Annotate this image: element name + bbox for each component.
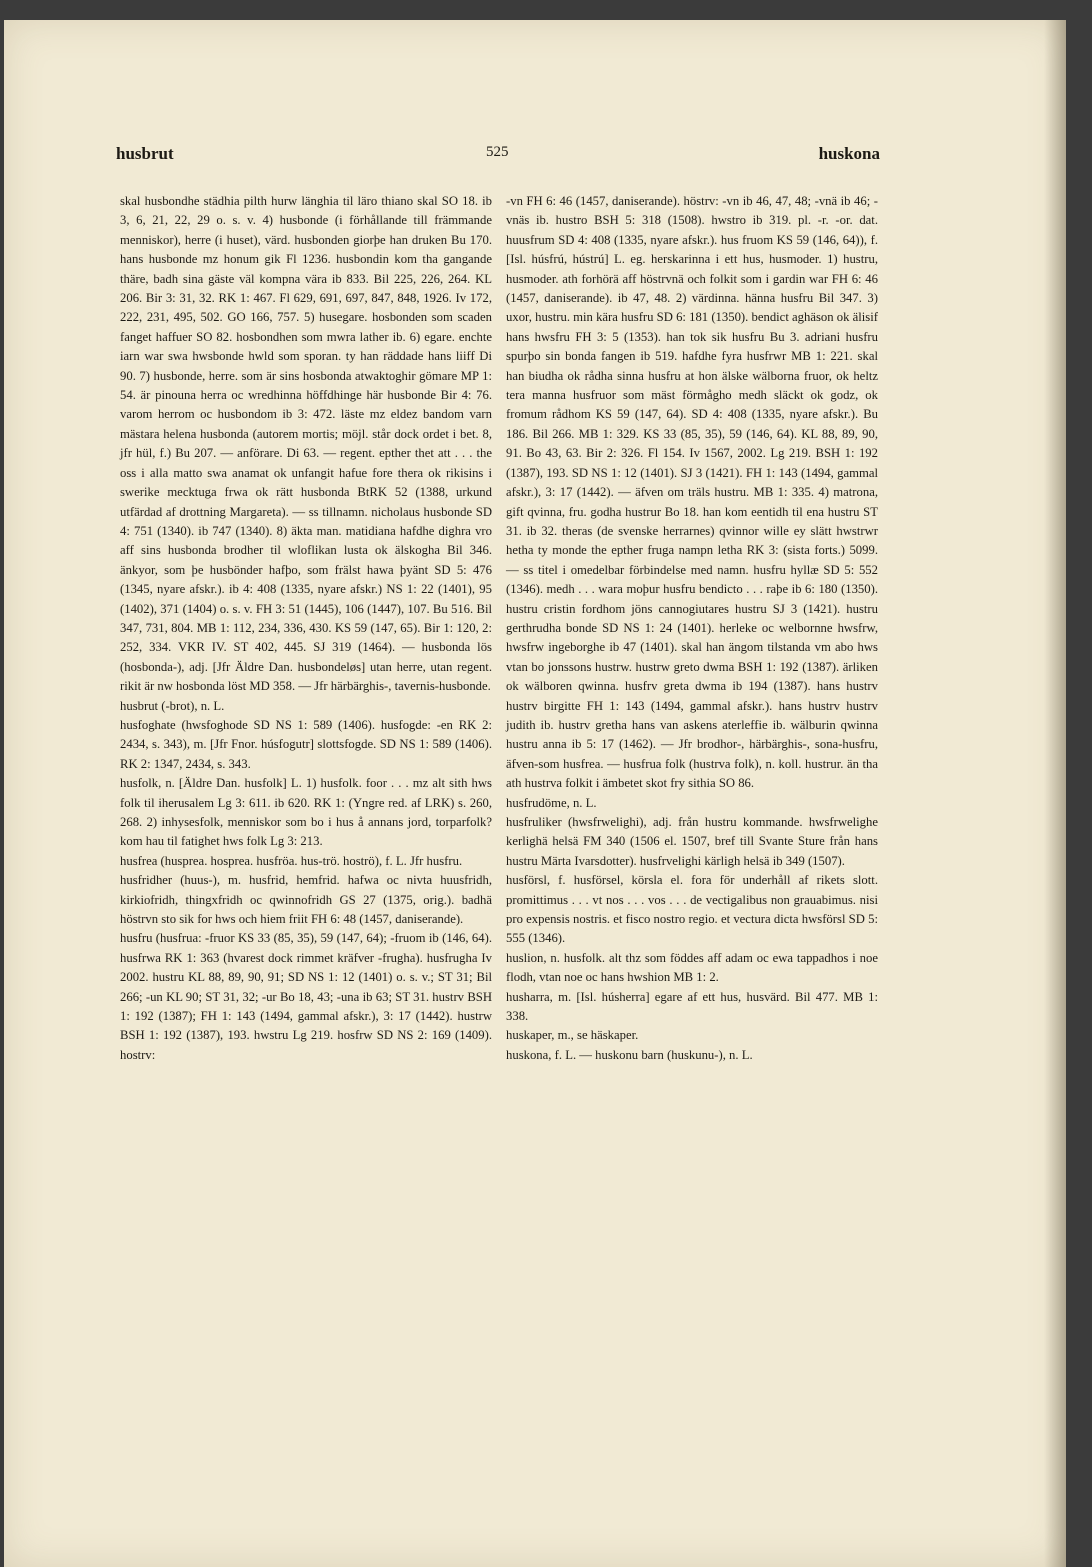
entry-huskaper: huskaper, m., se häskaper.: [506, 1028, 639, 1043]
entry-husfru-cont: -vn FH 6: 46 (1457, daniserande). höstrv: -vn ib 46, 47, 48; -vnä ib 46; -vnäs ib. hustro BSH 5: 318 (1508). hwstro ib 319. pl. -r. -or. dat. huusfrum SD 4: 408 (1335, nyare afskr.). hus fruom KS 59 (146, 64)), f. [Isl. húsfrú, hústrú] L. eg. herskarinna i ett hus, husmoder. 1) hustru, husmoder. ath forhörä aff höstrvnä och folkit som i gardin war FH 6: 46 (1457, daniserande). ib 47, 48. 2) värdinna. hänna husfru Bil 347. 3) uxor, hustru. min kära husfru SD 6: 181 (1350). bendict aghäson ok älisif hans hwsfru FH 3: 5 (1353). han tok sik husfru Bu 3. adriani husfru spurþo sin bonda fangen ib 519. hafdhe fyra husfrwr MB 1: 221. skal han biudha ok rådha sinna husfru at hon älske wälborna fruor, ok heltz tera manna husfruor som mäst förmågho medh släckt ok godz, ok fromum rådhom KS 59 (147, 64). SD 4: 408 (1335, nyare afskr.). Bu 186. Bil 266. MB 1: 329. KS 33 (85, 35), 59 (146, 64). KL 88, 89, 90, 91. Bo 43, 63. Bir 2: 326. Fl 154. Iv 1567, 2002. Lg 219. BSH 1: 192 (1387), 193. SD NS 1: 12 (1401). SJ 3 (1421). FH 1: 143 (1494, gammal afskr.), 3: 17 (1442). — äfven om träls hustru. MB 1: 335. 4) matrona, gift qvinna, fru. godha hustrur Bo 18. han kom eentidh til ena hustru ST 31. ib 32. theras (de svenske herrarnes) qvinnor wille ey slätt hwstrwr hetha ty monde the epther fruga nampn letha RK 3: (sista forts.) 5099. — ss titel i omedelbar förbindelse med namn. husfru hyllæ SD 5: 552 (1346). medh . . . wara moþur husfru bendicto . . . raþe ib 6: 180 (1350). hustru cristin fordhom jöns cannogiutares hustru SJ 3 (1421). hustru gerthrudha bonde SD NS 1: 24 (1401). herleke oc welbornne hwsfrw, hwsfrw ingeborghe ib 47 (1401). skal han ängom tilstanda vm abo hws vtan bo jonssons hustrw. hustrw greto dwma BSH 1: 192 (1387). ärliken ok wälboren qwinna. husfrv greta dwma ib 194 (1387). hans hustrv hustrv birgitte FH 1: 143 (1494, gammal afskr.). hans hustrv hustrv judith ib. hustrv gretha hans van askens aterleffie ib. wälburin qwinna hustru anna ib 5: 17 (1462). — Jfr brodhor-, härbärghis-, sona-husfru, äfven-som husfrea. — husfrua folk (hustrva folk), n. koll. hustrur. än tha ath hustrva folkit i ämbetet skot fry sithia SO 86.: [506, 194, 878, 791]
entry-husharra: husharra, m. [Isl. húsherra] egare af ett hus, husvärd. Bil 477. MB 1: 338.: [506, 989, 878, 1024]
dictionary-page: [4, 20, 1066, 1567]
entry-husfolk: husfolk, n. [Äldre Dan. husfolk] L. 1) husfolk. foor . . . mz alt sith hws folk til iherusalem Lg 3: 611. ib 620. RK 1: (Yngre red. af LRK) s. 260, 268. 2) inhysesfolk, menniskor som bo i hus å annans jord, torparfolk? kom hau til fatighet hws folk Lg 3: 213.: [120, 776, 492, 849]
left-column: [120, 192, 492, 1392]
entry-husbrut: husbrut (-brot), n. L.: [120, 698, 225, 713]
entry-husfru: husfru (husfrua: -fruor KS 33 (85, 35), 59 (147, 64); -fruom ib (146, 64). husfrwa RK 1: 363 (hvarest dock rimmet kräfver -frugha). husfrugha Iv 2002. hustru KL 88, 89, 90, 91; SD NS 1: 12 (1401) o. s. v.; ST 31; Bil 266; -un KL 90; ST 31, 32; -ur Bo 18, 43; -una ib 63; ST 31. hustrv BSH 1: 192 (1387); FH 1: 143 (1494, gammal afskr.), 3: 17 (1442). hustrw BSH 1: 192 (1387), 193. hwstru Lg 219. hosfrw SD NS 2: 169 (1409). hostrv:: [120, 931, 492, 1062]
entry-husbonde-cont: skal husbondhe städhia pilth hurw länghia til läro thiano skal SO 18. ib 3, 6, 21, 22, 29 o. s. v. 4) husbonde (i förhållande till främmande menniskor), herre (i huset), värd. husbonden giorþe han druken Bu 170. hans husbonde mz honum gik Fl 1236. husbondin kom tha gangande thäre, badh sina gäste väl kompna vära ib 833. Bil 225, 226, 264. KL 206. Bir 3: 31, 32. RK 1: 467. Fl 629, 691, 697, 847, 848, 1926. Iv 172, 222, 231, 495, 502. GO 166, 757. 5) husegare. hosbonden som scaden fanget haffuer SO 82. hosbondhen som mwra lather ib. 6) egare. enchte iarn war swa hwsbonde hwld som sporan. ty han räddade hans liiff Di 90. 7) husbonde, herre. som är sins hosbonda atwaktoghir gömare MP 1: 54. är pinouna herra oc wredhinna höffdhinge här husbonde Bir 4: 76. varom herrom oc husbondom ib 3: 472. läste mz eldez bandom varn mästara helena husbonda (autorem mortis; möjl. står dock ordet i bet. 8, jfr hül, f.) Bu 207. — anförare. Di 63. — regent. epther thet att . . . the oss i alla matto swa anamat ok unfangit hafue fore thera ok rikisins i swerike mecktuga frwa ok rätt husbonda BtRK 52 (1388, urkund utfärdad af drottning Margareta). — ss tillnamn. nicholaus husbonde SD 4: 751 (1340). ib 747 (1340). 8) äkta man. matidiana hafdhe dighra vro aff sins husbonda brodher til wloflikan lusta ok älskogha Bil 346. änkyor, som þe husbönder hafþo, som frälst hawa þyänt SD 5: 476 (1345, nyare afskr.). ib 4: 408 (1335, nyare afskr.) NS 1: 22 (1401), 95 (1402), 371 (1404) o. s. v. FH 3: 51 (1445), 106 (1447), 107. Bu 516. Bil 347, 731, 804. MB 1: 112, 234, 336, 430. KS 59 (147, 65). Bir 1: 120, 2: 252, 334. VKR IV. ST 402, 445. SJ 319 (1464). — husbonda lös (hosbonda-), adj. [Jfr Äldre Dan. husbondeløs] utan herre, utan regent. rikit är nw hosbonda löst MD 358. — Jfr härbärghis-, tavernis-husbonde.: [120, 194, 492, 694]
entry-husforsl: husförsl, f. husförsel, körsla el. fora för underhåll af rikets slott. promittimus . . . vt nos . . . vos . . . de vectigalibus non grauabimus. nisi pro expensis nostris. et fisco nostro regio. et vectura dicta hwsförsl SD 5: 555 (1346).: [506, 873, 878, 946]
header-first-entry: husbrut: [116, 144, 174, 163]
running-header: [116, 144, 880, 166]
right-column: [506, 192, 878, 1392]
entry-huskona: huskona, f. L. — huskonu barn (huskunu-), n. L.: [506, 1047, 753, 1062]
page-spine-shadow: [1044, 20, 1066, 1567]
header-last-entry: huskona: [818, 144, 880, 163]
entry-husfruliker: husfruliker (hwsfrwelighi), adj. från hustru kommande. hwsfrwelighe kerlighä helsä FM 340 (1506 el. 1507, bref till Svante Sture från hans hustru Märta Ivarsdotter). husfrvelighi kärligh helsä ib 349 (1507).: [506, 815, 878, 868]
entry-husfrea: husfrea (husprea. hosprea. husfröa. hus-trö. hoströ), f. L. Jfr husfru.: [120, 853, 463, 868]
entry-husfridher: husfridher (huus-), m. husfrid, hemfrid. hafwa oc nivta huusfridh, kirkiofridh, thingxfridh oc qwinnofridh GS 27 (1375, orig.). badhä höstrvn sto sik for hws och hiem friit FH 6: 48 (1457, daniserande).: [120, 873, 492, 927]
entry-husfrudome: husfrudöme, n. L.: [506, 795, 597, 810]
page-number: 525: [486, 144, 509, 160]
entry-huslion: huslion, n. husfolk. alt thz som föddes aff adam oc ewa tappadhos i noe flodh, vtan noe oc hans hwshion MB 1: 2.: [506, 950, 878, 985]
entry-husfoghate: husfoghate (hwsfoghode SD NS 1: 589 (1406). husfogde: -en RK 2: 2434, s. 343), m. [Jfr Fnor. húsfogutr] slottsfogde. SD NS 1: 589 (1406). RK 2: 1347, 2434, s. 343.: [120, 717, 492, 771]
